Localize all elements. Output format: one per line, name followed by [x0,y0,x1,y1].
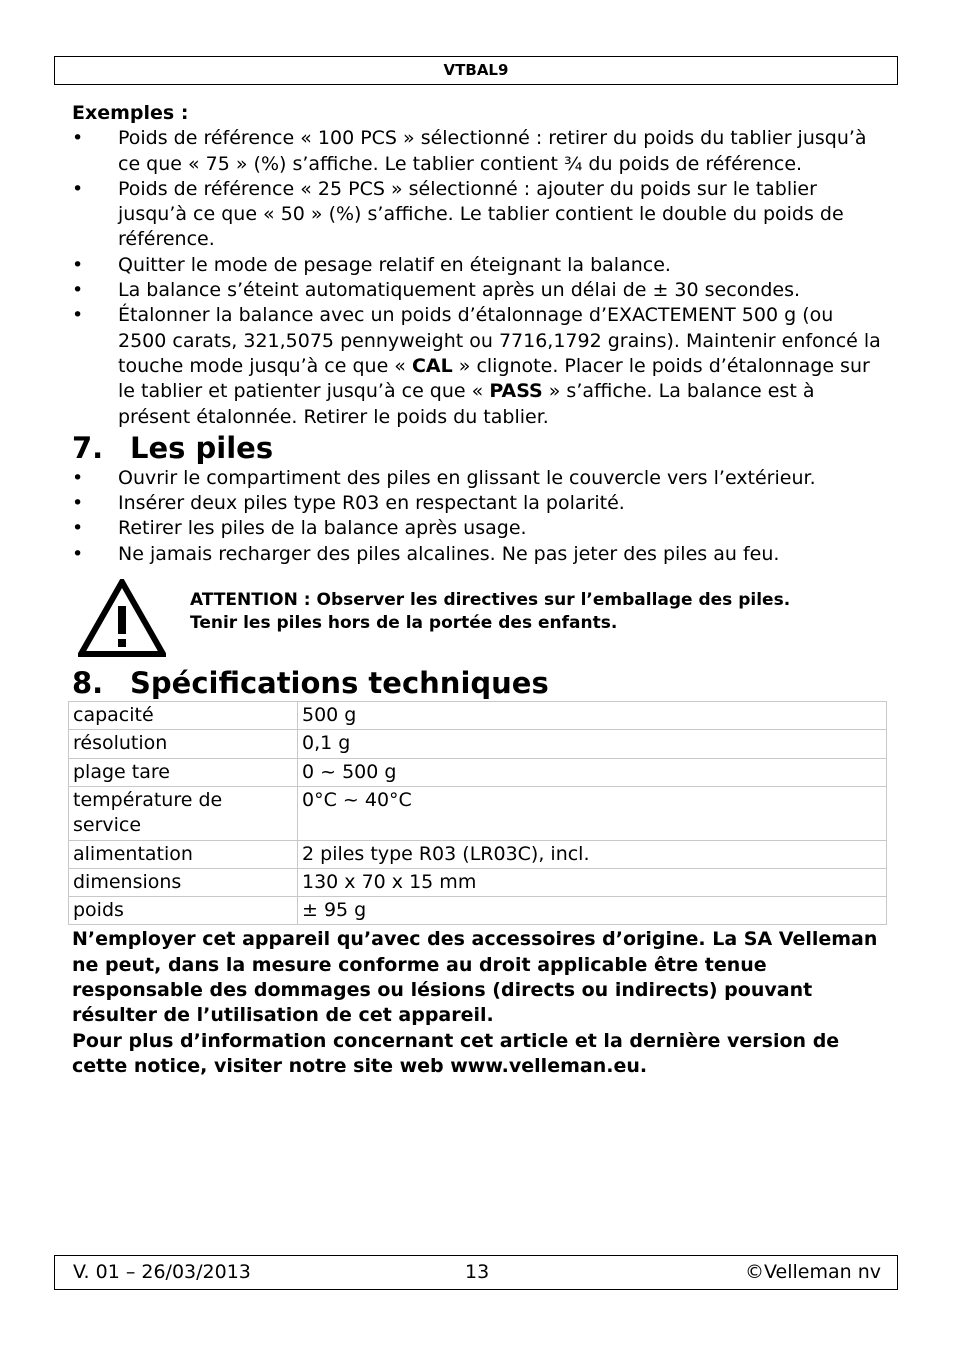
battery-item: • Insérer deux piles type R03 en respectant la polarité. [72,491,882,516]
footer-version: V. 01 – 26/03/2013 [73,1261,251,1283]
spec-row [69,730,887,758]
section-8-number: 8. [72,666,104,701]
spec-row [69,868,887,896]
spec-value: 0,1 g [298,730,887,758]
spec-key: poids [69,897,298,925]
example-text: » clignote. Placer le poids d’étalonnage sur le tablier et patienter jusqu’à ce que « [118,354,870,403]
footer-page-number: 13 [465,1261,490,1283]
batteries-list [72,466,882,567]
footer-copyright: ©Velleman nv [745,1261,881,1283]
spec-key: température de service [69,786,298,840]
attention-line-1: ATTENTION : Observer les directives sur l’emballage des piles. [190,590,791,611]
example-item [72,253,882,278]
example-text: Poids de référence « 100 PCS » sélectionné : retirer du poids du tablier jusqu’à ce que « 75 » (%) s’affiche. Le tablier contient ¾ du poids de référence. [118,127,867,175]
battery-item: • Ne jamais recharger des piles alcalines. Ne pas jeter des piles au feu. [72,542,882,567]
spec-key: plage tare [69,758,298,786]
warning-triangle-icon [78,579,166,657]
section-7-heading [72,430,882,466]
spec-key: dimensions [69,868,298,896]
more-info-text: Pour plus d’information concernant cet article et la dernière version de cette notice, visiter notre site web www.velleman.eu. [72,1029,840,1077]
example-text: » s’affiche. La balance est à présent étalonnée. Retirer le poids du tablier. [118,380,815,428]
header-title: VTBAL9 [443,61,509,79]
spec-value: ± 95 g [298,897,887,925]
example-item [72,278,882,303]
attention-line-2: Tenir les piles hors de la portée des enfants. [190,613,618,634]
attention-block [72,579,882,665]
spec-value: 500 g [298,702,887,730]
example-text: Quitter le mode de pesage relatif en éteignant la balance. [118,253,671,276]
example-text: Poids de référence « 25 PCS » sélectionné : ajouter du poids sur le tablier jusqu’à ce que « 50 » (%) s’affiche. Le tablier contient le double du poids de référence. [118,177,844,251]
spec-row [69,702,887,730]
examples-heading: Exemples : [72,102,189,124]
specs-table [68,701,887,925]
spec-key: alimentation [69,840,298,868]
disclaimer-text: N’employer cet appareil qu’avec des accessoires d’origine. La SA Velleman ne peut, dans la mesure conforme au droit applicable être tenue responsable des dommages ou lésions (directs ou indirects) pouvant résulter de l’utilisation de cet appareil. [72,928,878,1027]
battery-item: • Retirer les piles de la balance après usage. [72,516,882,541]
example-item [72,303,882,429]
spec-value: 0°C ~ 40°C [298,786,887,840]
spec-row [69,758,887,786]
spec-value: 130 x 70 x 15 mm [298,868,887,896]
section-8-title: Spécifications techniques [130,666,549,701]
spec-value: 2 piles type R03 (LR03C), incl. [298,840,887,868]
spec-row [69,786,887,840]
page-header [54,56,898,85]
spec-row [69,897,887,925]
page-content [72,101,882,1079]
battery-item: • Ouvrir le compartiment des piles en glissant le couvercle vers l’extérieur. [72,466,882,491]
attention-text [190,589,790,635]
section-7-title: Les piles [130,430,274,465]
spec-key: résolution [69,730,298,758]
example-text: La balance s’éteint automatiquement après un délai de ± 30 secondes. [118,279,801,302]
example-text: Étalonner la balance avec un poids d’étalonnage d’EXACTEMENT 500 g (ou 2500 carats, 321,5075 pennyweight ou 7716,1792 grains). Maintenir enfoncé la touche mode jusqu’à ce que « [118,304,881,377]
example-keyword: CAL [411,354,453,377]
example-keyword: PASS [489,380,543,403]
spec-key: capacité [69,702,298,730]
section-7-number: 7. [72,430,104,465]
spec-value: 0 ~ 500 g [298,758,887,786]
page-footer [54,1255,898,1290]
example-item [72,126,882,177]
spec-row [69,840,887,868]
examples-list [72,126,882,430]
example-item [72,177,882,253]
section-8-heading [72,665,882,701]
